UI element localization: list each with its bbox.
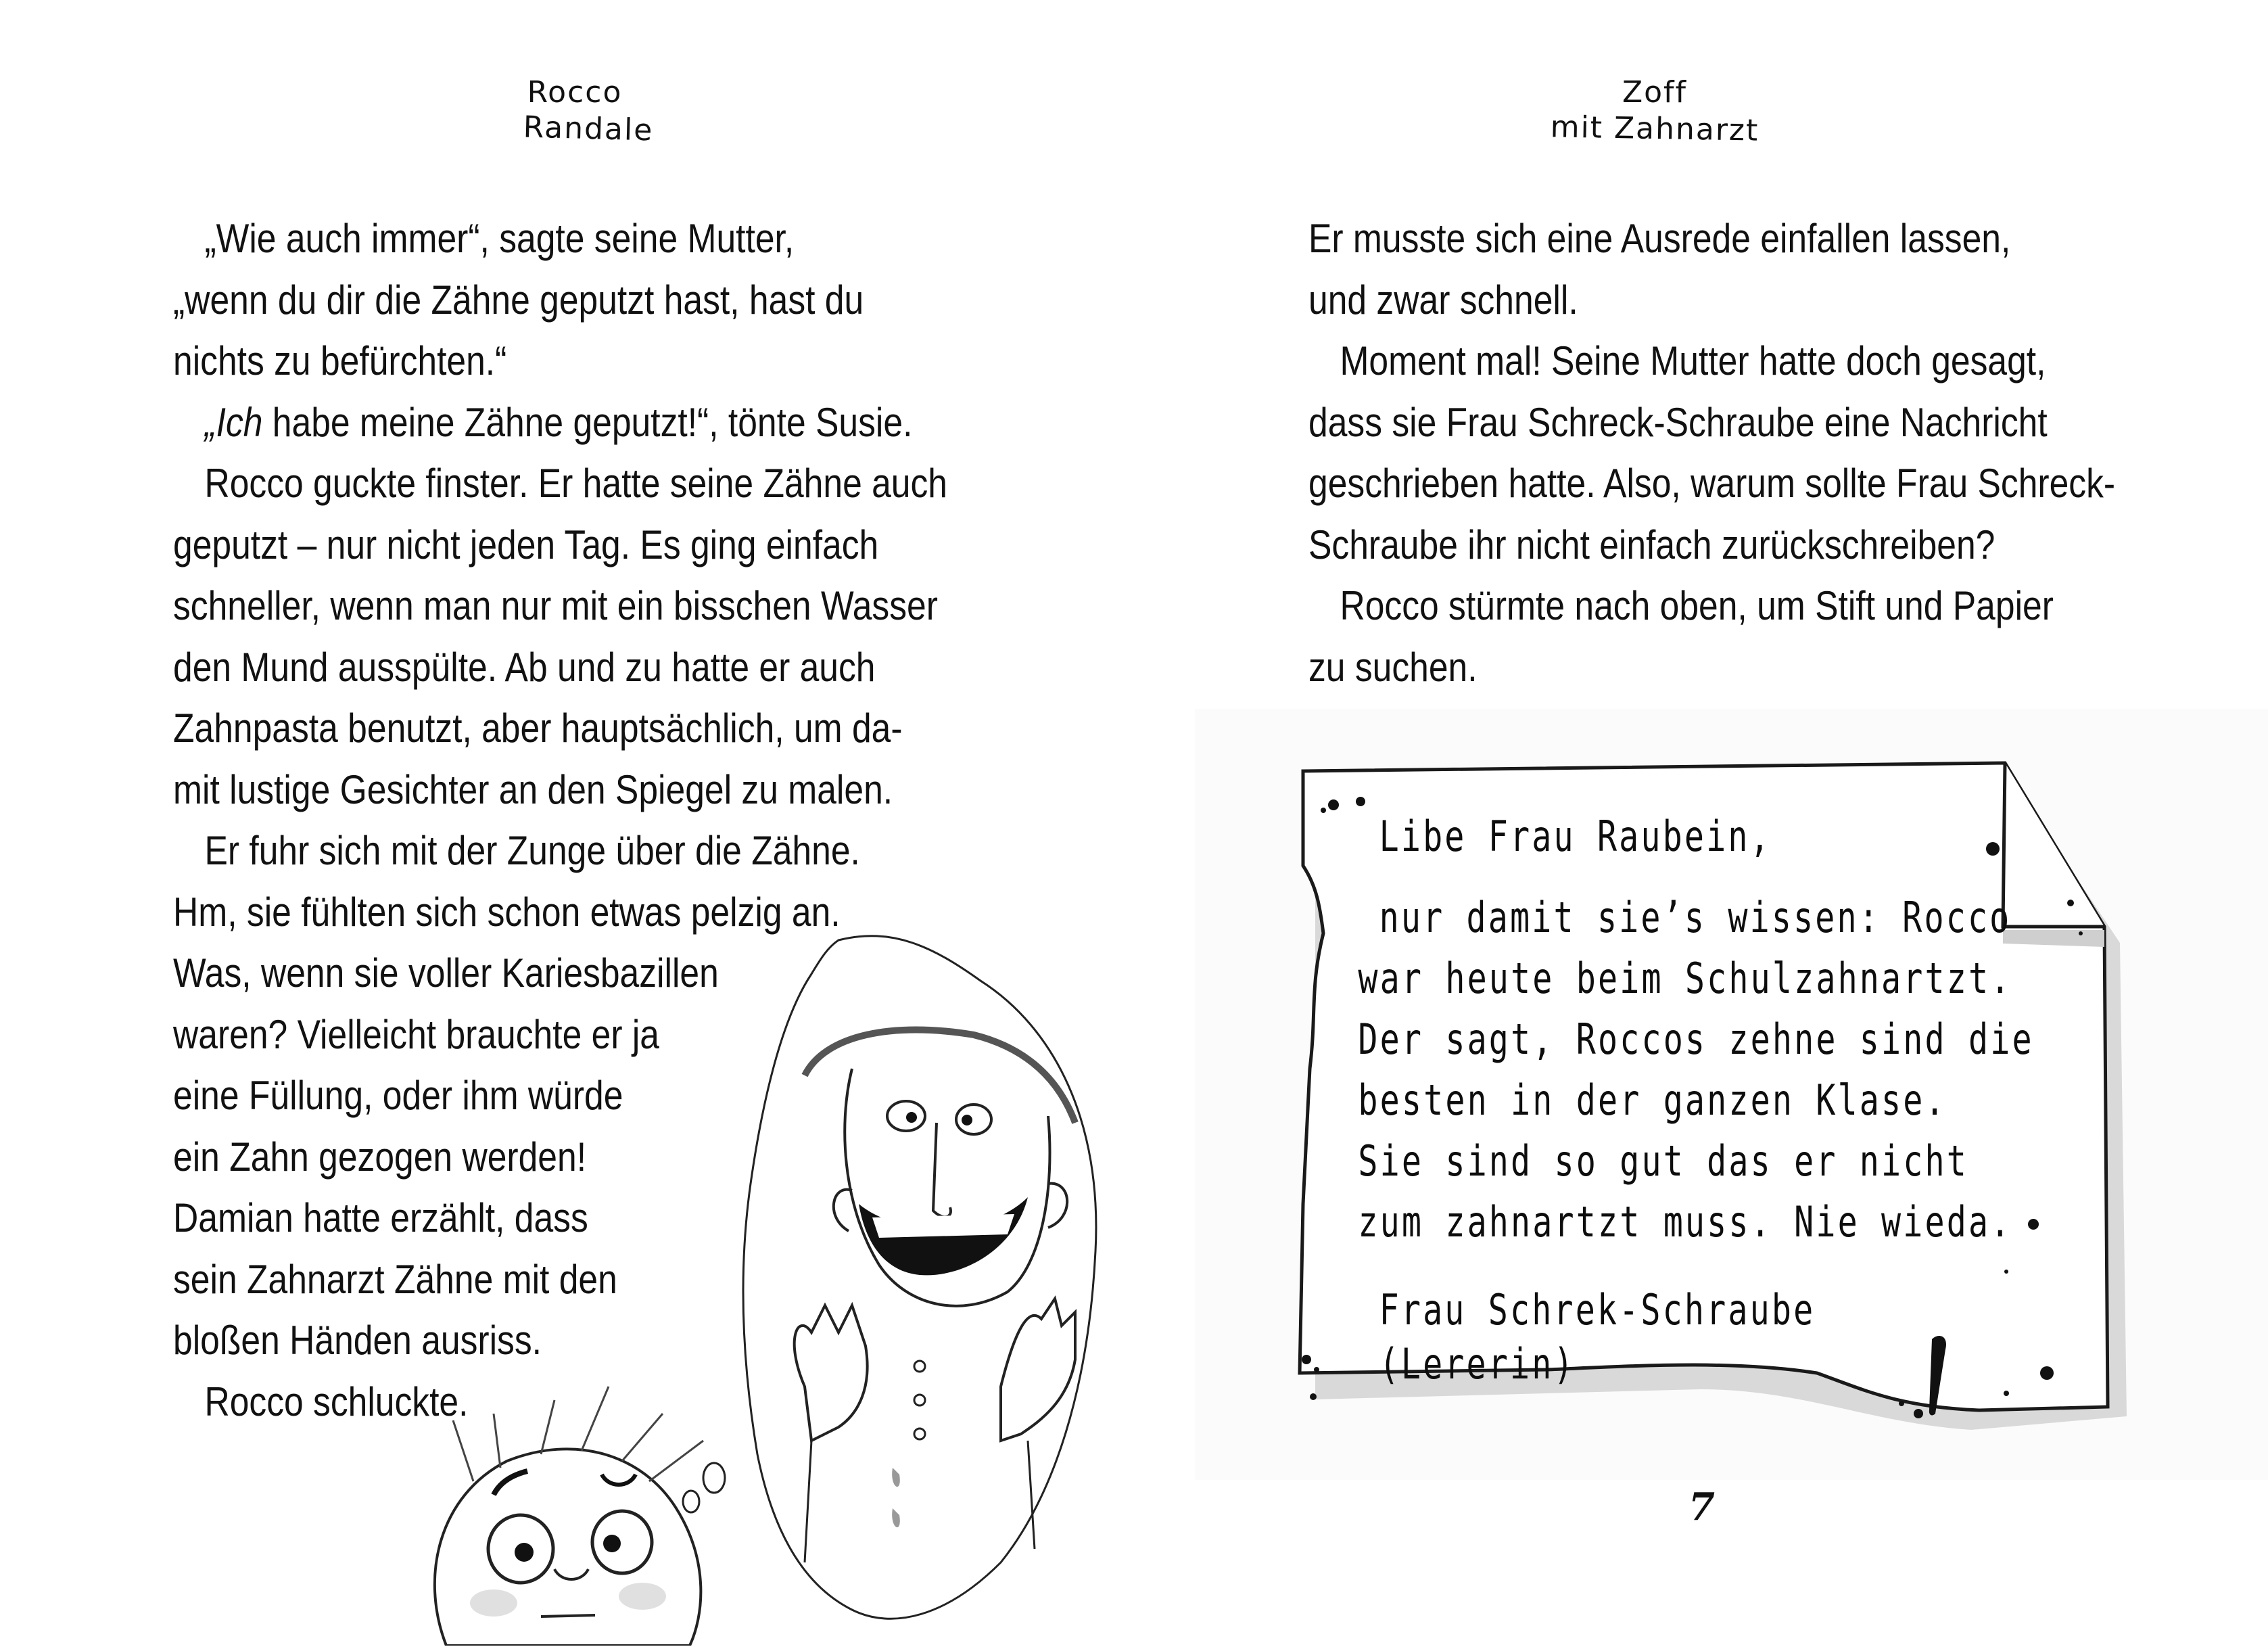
book-title-line1: Rocco — [527, 75, 623, 110]
note-line: Der sagt, Roccos zehne sind die — [1358, 1015, 2034, 1064]
text-line: und zwar schnell. — [1308, 277, 1578, 323]
text-span: habe meine Zähne geputzt!“, tönte Susie. — [262, 399, 913, 445]
text-line: Damian hatte erzählt, dass — [173, 1195, 588, 1240]
text-line: Er fuhr sich mit der Zunge über die Zähne. — [204, 828, 860, 873]
running-head-right — [1519, 74, 1790, 147]
book-title-line2: Randale — [523, 110, 654, 148]
note-greeting: Libe Frau Raubein, — [1379, 812, 1772, 861]
left-page — [0, 0, 1134, 1646]
text-line: eine Füllung, oder ihm würde — [173, 1073, 623, 1118]
right-page — [1134, 0, 2268, 1646]
text-line: zu suchen. — [1308, 644, 1478, 690]
chapter-title-line2: mit Zahnarzt — [1550, 110, 1759, 148]
running-head-left — [500, 74, 676, 147]
text-line: sein Zahnarzt Zähne mit den — [173, 1256, 617, 1302]
text-line: ein Zahn gezogen werden! — [173, 1134, 587, 1180]
text-line: bloßen Händen ausriss. — [173, 1318, 542, 1363]
text-line: Was, wenn sie voller Kariesbazillen — [173, 950, 719, 996]
note-line: besten in der ganzen Klase. — [1358, 1075, 1947, 1125]
chapter-title-line1: Zoff — [1622, 75, 1688, 110]
text-line: Rocco guckte finster. Er hatte seine Zähne auch — [204, 461, 948, 506]
text-line: „Wie auch immer“, sagte seine Mutter, — [204, 216, 795, 261]
page-number: 7 — [1688, 1485, 1715, 1529]
text-line: Schraube ihr nicht einfach zurückschreiben? — [1308, 521, 1995, 567]
text-line: geschrieben hatte. Also, warum sollte Frau Schreck- — [1308, 461, 2116, 506]
text-line: mit lustige Gesichter an den Spiegel zu malen. — [173, 766, 893, 812]
text-line: Hm, sie fühlten sich schon etwas pelzig an. — [173, 889, 841, 935]
text-line: Er musste sich eine Ausrede einfallen lassen, — [1308, 216, 2011, 261]
right-body-text — [1308, 208, 2115, 698]
italic-word: „Ich — [204, 399, 263, 445]
text-line: schneller, wenn man nur mit ein bisschen Wasser — [173, 583, 938, 628]
note-line: Sie sind so gut das er nicht — [1358, 1136, 1968, 1186]
text-line: den Mund ausspülte. Ab und zu hatte er auch — [173, 644, 876, 690]
note-signature: Frau Schrek-Schraube — [1379, 1285, 1816, 1334]
handwritten-note — [1290, 730, 2135, 1461]
note-line: nur damit sie’s wissen: Rocco — [1379, 893, 2012, 942]
dentist-illustration — [338, 900, 1150, 1646]
text-line: nichts zu befürchten.“ — [173, 338, 507, 384]
text-line — [173, 392, 947, 454]
text-line: geputzt – nur nicht jeden Tag. Es ging einfach — [173, 521, 879, 567]
text-line: dass sie Frau Schreck-Schraube eine Nachricht — [1308, 399, 2048, 445]
illustration-drawing — [338, 900, 1150, 1646]
text-line: waren? Vielleicht brauchte er ja — [173, 1011, 660, 1057]
note-line: war heute beim Schulzahnartzt. — [1358, 954, 2012, 1003]
text-line: Rocco stürmte nach oben, um Stift und Papier — [1340, 583, 2054, 628]
note-signature-title: (Lererin) — [1379, 1339, 1576, 1389]
text-line: Rocco schluckte. — [204, 1378, 469, 1424]
text-line: Zahnpasta benutzt, aber hauptsächlich, um da- — [173, 705, 903, 751]
text-line: Moment mal! Seine Mutter hatte doch gesagt, — [1340, 338, 2046, 384]
note-line: zum zahnartzt muss. Nie wieda. — [1358, 1197, 2012, 1247]
text-line: „wenn du dir die Zähne geputzt hast, hast du — [173, 277, 864, 323]
